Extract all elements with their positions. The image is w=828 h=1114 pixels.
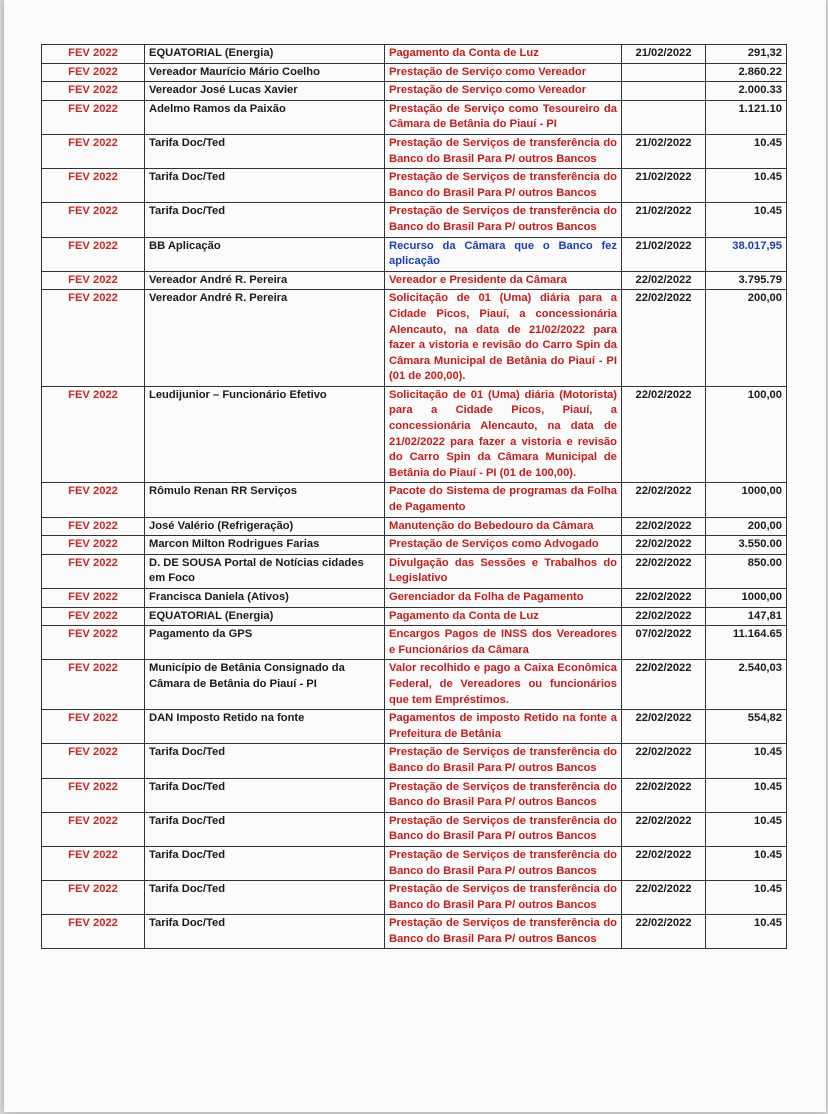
description-cell: Gerenciador da Folha de Pagamento	[385, 589, 622, 608]
description-cell: Divulgação das Sessões e Trabalhos do Legislativo	[385, 554, 622, 588]
month-cell: FEV 2022	[42, 915, 145, 949]
table-row	[42, 134, 787, 168]
payee-cell: Tarifa Doc/Ted	[145, 134, 385, 168]
amount-cell: 1000,00	[706, 589, 787, 608]
month-cell: FEV 2022	[42, 536, 145, 555]
amount-cell: 850.00	[706, 554, 787, 588]
month-cell: FEV 2022	[42, 45, 145, 64]
payee-cell: Leudijunior – Funcionário Efetivo	[145, 386, 385, 483]
date-cell: 22/02/2022	[622, 271, 706, 290]
expense-table-body	[42, 45, 787, 949]
amount-cell: 2.540,03	[706, 660, 787, 710]
month-cell: FEV 2022	[42, 271, 145, 290]
date-cell: 22/02/2022	[622, 607, 706, 626]
table-row	[42, 271, 787, 290]
date-cell	[622, 63, 706, 82]
payee-cell: D. DE SOUSA Portal de Notícias cidades em Foco	[145, 554, 385, 588]
date-cell: 22/02/2022	[622, 386, 706, 483]
table-row	[42, 290, 787, 387]
amount-cell: 10.45	[706, 134, 787, 168]
amount-cell: 291,32	[706, 45, 787, 64]
month-cell: FEV 2022	[42, 169, 145, 203]
amount-cell: 2.860.22	[706, 63, 787, 82]
amount-cell: 200,00	[706, 517, 787, 536]
document-page	[4, 0, 826, 1112]
payee-cell: EQUATORIAL (Energia)	[145, 45, 385, 64]
payee-cell: Rômulo Renan RR Serviços	[145, 483, 385, 517]
payee-cell: DAN Imposto Retido na fonte	[145, 710, 385, 744]
amount-cell: 38.017,95	[706, 237, 787, 271]
amount-cell: 10.45	[706, 778, 787, 812]
month-cell: FEV 2022	[42, 744, 145, 778]
month-cell: FEV 2022	[42, 589, 145, 608]
month-cell: FEV 2022	[42, 554, 145, 588]
table-row	[42, 517, 787, 536]
payee-cell: Vereador André R. Pereira	[145, 271, 385, 290]
description-cell: Prestação de Serviços de transferência do Banco do Brasil Para P/ outros Bancos	[385, 744, 622, 778]
table-row	[42, 554, 787, 588]
amount-cell: 10.45	[706, 812, 787, 846]
description-cell: Encargos Pagos de INSS dos Vereadores e Funcionários da Câmara	[385, 626, 622, 660]
amount-cell: 11.164.65	[706, 626, 787, 660]
month-cell: FEV 2022	[42, 290, 145, 387]
amount-cell: 3.550.00	[706, 536, 787, 555]
payee-cell: Adelmo Ramos da Paixão	[145, 100, 385, 134]
month-cell: FEV 2022	[42, 607, 145, 626]
description-cell: Solicitação de 01 (Uma) diária para a Cidade Picos, Piauí, a concessionária Alencauto, na data de 21/02/2022 para fazer a vistoria e revisão do Carro Spin da Câmara Municipal de Betânia do Piauí - PI (01 de 200,00).	[385, 290, 622, 387]
table-row	[42, 45, 787, 64]
date-cell: 22/02/2022	[622, 554, 706, 588]
month-cell: FEV 2022	[42, 63, 145, 82]
description-cell: Prestação de Serviços de transferência do Banco do Brasil Para P/ outros Bancos	[385, 846, 622, 880]
date-cell: 21/02/2022	[622, 237, 706, 271]
description-cell: Prestação de Serviços de transferência do Banco do Brasil Para P/ outros Bancos	[385, 203, 622, 237]
amount-cell: 10.45	[706, 169, 787, 203]
description-cell: Pagamento da Conta de Luz	[385, 45, 622, 64]
description-cell: Prestação de Serviços como Advogado	[385, 536, 622, 555]
month-cell: FEV 2022	[42, 517, 145, 536]
table-row	[42, 915, 787, 949]
description-cell: Recurso da Câmara que o Banco fez aplicação	[385, 237, 622, 271]
table-row	[42, 881, 787, 915]
table-row	[42, 100, 787, 134]
description-cell: Prestação de Serviços de transferência do Banco do Brasil Para P/ outros Bancos	[385, 915, 622, 949]
month-cell: FEV 2022	[42, 82, 145, 101]
table-row	[42, 744, 787, 778]
amount-cell: 10.45	[706, 881, 787, 915]
amount-cell: 10.45	[706, 744, 787, 778]
date-cell: 22/02/2022	[622, 812, 706, 846]
table-row	[42, 63, 787, 82]
description-cell: Prestação de Serviços de transferência do Banco do Brasil Para P/ outros Bancos	[385, 169, 622, 203]
table-row	[42, 589, 787, 608]
month-cell: FEV 2022	[42, 237, 145, 271]
month-cell: FEV 2022	[42, 100, 145, 134]
payee-cell: Marcon Milton Rodrigues Farias	[145, 536, 385, 555]
description-cell: Prestação de Serviço como Vereador	[385, 82, 622, 101]
date-cell	[622, 82, 706, 101]
table-row	[42, 386, 787, 483]
date-cell: 22/02/2022	[622, 778, 706, 812]
date-cell: 22/02/2022	[622, 517, 706, 536]
month-cell: FEV 2022	[42, 846, 145, 880]
month-cell: FEV 2022	[42, 778, 145, 812]
amount-cell: 200,00	[706, 290, 787, 387]
date-cell: 22/02/2022	[622, 290, 706, 387]
payee-cell: Tarifa Doc/Ted	[145, 169, 385, 203]
payee-cell: Município de Betânia Consignado da Câmara de Betânia do Piauí - PI	[145, 660, 385, 710]
payee-cell: EQUATORIAL (Energia)	[145, 607, 385, 626]
description-cell: Solicitação de 01 (Uma) diária (Motorista) para a Cidade Picos, Piauí, a concessionária Alencauto, na data de 21/02/2022 para fazer a vistoria e revisão do Carro Spin da Câmara Municipal de Betânia do Piauí - PI (01 de 100,00).	[385, 386, 622, 483]
date-cell: 22/02/2022	[622, 483, 706, 517]
month-cell: FEV 2022	[42, 812, 145, 846]
description-cell: Prestação de Serviços de transferência do Banco do Brasil Para P/ outros Bancos	[385, 134, 622, 168]
payee-cell: Tarifa Doc/Ted	[145, 203, 385, 237]
payee-cell: Tarifa Doc/Ted	[145, 915, 385, 949]
description-cell: Vereador e Presidente da Câmara	[385, 271, 622, 290]
date-cell: 22/02/2022	[622, 744, 706, 778]
description-cell: Pagamentos de imposto Retido na fonte a Prefeitura de Betânia	[385, 710, 622, 744]
description-cell: Prestação de Serviços de transferência do Banco do Brasil Para P/ outros Bancos	[385, 778, 622, 812]
month-cell: FEV 2022	[42, 483, 145, 517]
table-row	[42, 660, 787, 710]
date-cell: 21/02/2022	[622, 134, 706, 168]
table-row	[42, 82, 787, 101]
amount-cell: 3.795.79	[706, 271, 787, 290]
date-cell: 07/02/2022	[622, 626, 706, 660]
date-cell: 21/02/2022	[622, 203, 706, 237]
payee-cell: BB Aplicação	[145, 237, 385, 271]
date-cell: 22/02/2022	[622, 881, 706, 915]
description-cell: Prestação de Serviços de transferência do Banco do Brasil Para P/ outros Bancos	[385, 881, 622, 915]
table-row	[42, 203, 787, 237]
payee-cell: Tarifa Doc/Ted	[145, 881, 385, 915]
table-row	[42, 237, 787, 271]
payee-cell: Pagamento da GPS	[145, 626, 385, 660]
description-cell: Valor recolhido e pago a Caixa Econômica Federal, de Vereadores ou funcionários que tem Empréstimos.	[385, 660, 622, 710]
table-row	[42, 536, 787, 555]
payee-cell: Tarifa Doc/Ted	[145, 846, 385, 880]
amount-cell: 147,81	[706, 607, 787, 626]
date-cell: 21/02/2022	[622, 169, 706, 203]
date-cell: 22/02/2022	[622, 915, 706, 949]
amount-cell: 100,00	[706, 386, 787, 483]
payee-cell: Vereador Maurício Mário Coelho	[145, 63, 385, 82]
payee-cell: Tarifa Doc/Ted	[145, 744, 385, 778]
payee-cell: José Valério (Refrigeração)	[145, 517, 385, 536]
amount-cell: 1000,00	[706, 483, 787, 517]
table-row	[42, 778, 787, 812]
table-row	[42, 607, 787, 626]
payee-cell: Tarifa Doc/Ted	[145, 812, 385, 846]
month-cell: FEV 2022	[42, 134, 145, 168]
date-cell: 22/02/2022	[622, 589, 706, 608]
amount-cell: 554,82	[706, 710, 787, 744]
month-cell: FEV 2022	[42, 881, 145, 915]
description-cell: Prestação de Serviços de transferência do Banco do Brasil Para P/ outros Bancos	[385, 812, 622, 846]
table-row	[42, 626, 787, 660]
description-cell: Pagamento da Conta de Luz	[385, 607, 622, 626]
payee-cell: Vereador André R. Pereira	[145, 290, 385, 387]
payee-cell: Vereador José Lucas Xavier	[145, 82, 385, 101]
date-cell	[622, 100, 706, 134]
table-row	[42, 169, 787, 203]
month-cell: FEV 2022	[42, 660, 145, 710]
description-cell: Manutenção do Bebedouro da Câmara	[385, 517, 622, 536]
table-row	[42, 483, 787, 517]
payee-cell: Tarifa Doc/Ted	[145, 778, 385, 812]
date-cell: 22/02/2022	[622, 846, 706, 880]
month-cell: FEV 2022	[42, 386, 145, 483]
amount-cell: 10.45	[706, 203, 787, 237]
table-row	[42, 710, 787, 744]
payee-cell: Francisca Daniela (Ativos)	[145, 589, 385, 608]
amount-cell: 2.000.33	[706, 82, 787, 101]
date-cell: 22/02/2022	[622, 660, 706, 710]
table-row	[42, 846, 787, 880]
table-row	[42, 812, 787, 846]
month-cell: FEV 2022	[42, 203, 145, 237]
date-cell: 22/02/2022	[622, 536, 706, 555]
amount-cell: 10.45	[706, 846, 787, 880]
expense-table	[41, 44, 787, 949]
date-cell: 21/02/2022	[622, 45, 706, 64]
amount-cell: 10.45	[706, 915, 787, 949]
date-cell: 22/02/2022	[622, 710, 706, 744]
month-cell: FEV 2022	[42, 710, 145, 744]
amount-cell: 1.121.10	[706, 100, 787, 134]
description-cell: Prestação de Serviço como Tesoureiro da Câmara de Betânia do Piauí - PI	[385, 100, 622, 134]
description-cell: Prestação de Serviço como Vereador	[385, 63, 622, 82]
month-cell: FEV 2022	[42, 626, 145, 660]
description-cell: Pacote do Sistema de programas da Folha de Pagamento	[385, 483, 622, 517]
